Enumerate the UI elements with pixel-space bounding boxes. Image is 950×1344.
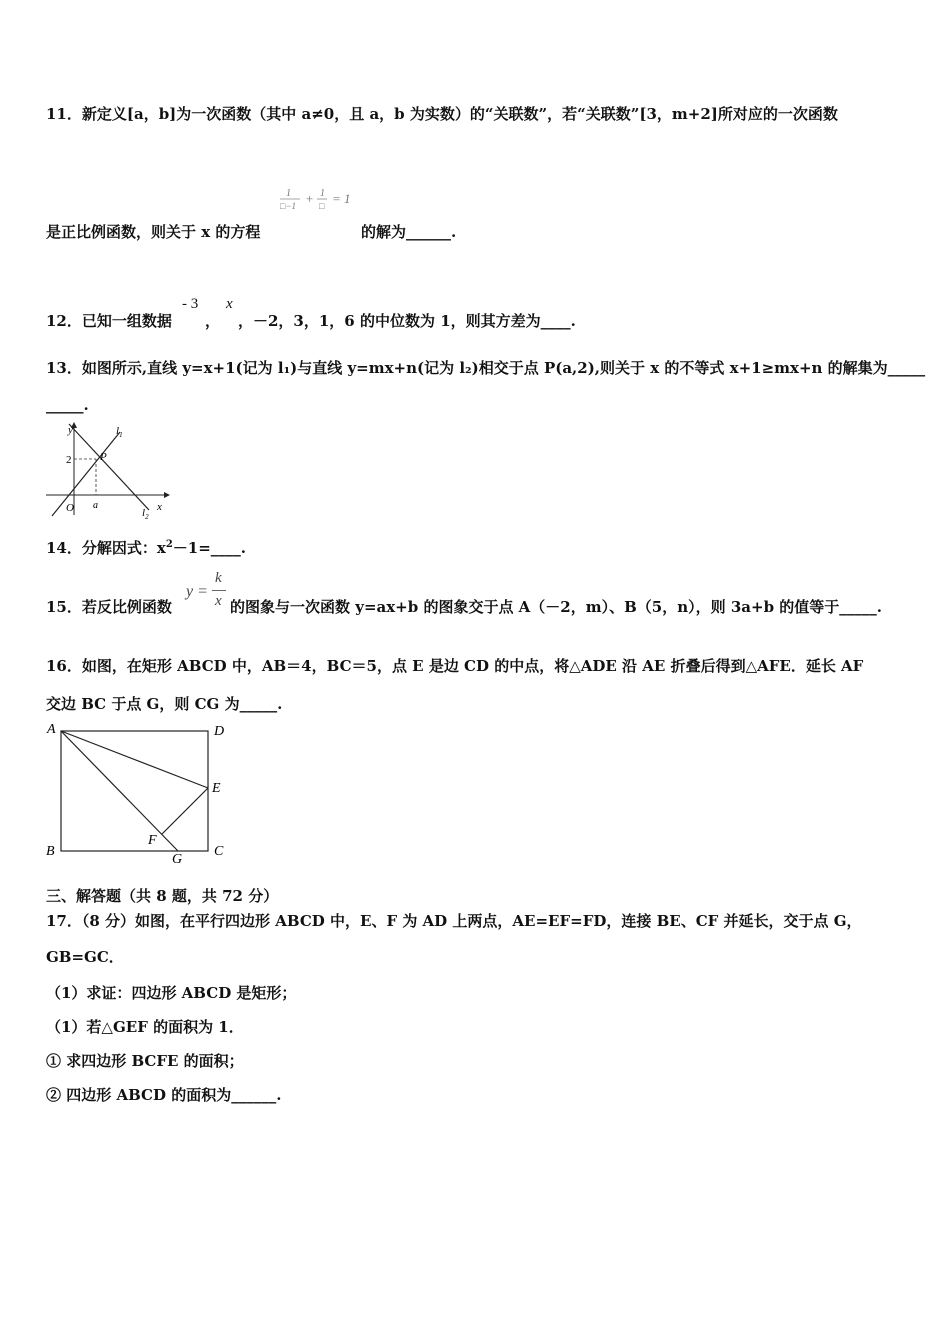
q16-label-c: C: [214, 844, 224, 859]
q15-formula-k: k: [215, 570, 222, 586]
q17-sub2: ② 四边形 ABCD 的面积为______.: [46, 1086, 282, 1104]
q11-line1: 11．新定义[a，b]为一次函数（其中 a≠0，且 a，b 为实数）的“关联数”，若“关联数”[3，m+2]所对应的一次函数: [46, 105, 838, 123]
q15-formula-x: x: [215, 593, 222, 609]
q16-label-a: A: [47, 722, 56, 737]
q13-x-label: x: [157, 501, 162, 513]
q13-y-label: y: [68, 424, 73, 436]
q12-rest: ，－2，3，1，6 的中位数为 1，则其方差为____.: [238, 312, 576, 330]
q13-l2-label: $l_2$: [142, 507, 149, 520]
q17-line2: GB=GC．: [46, 948, 124, 966]
q13-p-label: P: [100, 451, 107, 463]
q11-line2a: 是正比例函数，则关于 x 的方程: [46, 223, 261, 241]
q16-label-f: F: [148, 833, 157, 848]
svg-text:1: 1: [320, 188, 325, 199]
q14-text: [46, 537, 246, 558]
q16-label-e: E: [212, 781, 221, 796]
q13-origin-label: O: [66, 502, 74, 514]
svg-text:= 1: = 1: [332, 191, 351, 206]
q17-part1: （1）求证：四边形 ABCD 是矩形；: [46, 984, 297, 1002]
q12-value1: - 3: [182, 296, 199, 312]
q13-l1-label: $l_1$: [116, 425, 123, 439]
svg-text:+: +: [305, 191, 314, 206]
q13-two-label: 2: [66, 454, 72, 466]
q13-a-label: a: [93, 500, 98, 511]
q12-value2: x: [226, 296, 233, 312]
q13-line2: _____.: [46, 396, 89, 414]
q15-fraction-bar: [212, 590, 226, 591]
q16-figure: [44, 718, 244, 868]
svg-text:1: 1: [286, 188, 291, 199]
q16-label-b: B: [46, 844, 55, 859]
q17-line1: 17．（8 分）如图，在平行四边形 ABCD 中，E、F 为 AD 上两点，AE=EF=FD，连接 BE、CF 并延长，交于点 G，: [46, 912, 862, 930]
q12-comma: ，: [205, 312, 221, 330]
q16-line1: 16．如图，在矩形 ABCD 中，AB＝4，BC＝5，点 E 是边 CD 的中点，将△ADE 沿 AE 折叠后得到△AFE．延长 AF: [46, 657, 864, 675]
q17-sub1: ① 求四边形 BCFE 的面积；: [46, 1052, 244, 1070]
q14-sup: 2: [165, 539, 173, 550]
q16-label-g: G: [172, 852, 183, 867]
q13-figure: [44, 420, 174, 520]
q11-formula: [278, 186, 363, 212]
q11-formula-figure: [278, 186, 363, 212]
q15-prefix: 15．若反比例函数: [46, 598, 172, 616]
q12-prefix: 12．已知一组数据: [46, 312, 172, 330]
q17-part2: （1）若△GEF 的面积为 1．: [46, 1018, 244, 1036]
section-3-heading: 三、解答题（共 8 题，共 72 分）: [46, 887, 279, 905]
q13-line1: 13．如图所示,直线 y=x+1(记为 l₁)与直线 y=mx+n(记为 l₂)相交于点 P(a,2),则关于 x 的不等式 x+1≥mx+n 的解集为_____: [46, 359, 926, 377]
q15-rest: 的图象与一次函数 y=ax+b 的图象交于点 A（－2，m）、B（5，n），则 3a+b 的值等于_____.: [230, 598, 883, 616]
q16-label-d: D: [214, 724, 225, 739]
q11-line2b: 的解为______.: [361, 223, 457, 241]
q14-text-a: 14．分解因式：x: [46, 539, 166, 557]
q15-formula-y: y =: [186, 583, 208, 600]
svg-text:□−1: □−1: [280, 201, 297, 211]
q16-line2: 交边 BC 于点 G，则 CG 为_____.: [46, 695, 283, 713]
svg-text:□: □: [319, 201, 325, 211]
q14-text-b: －1=____.: [172, 539, 247, 557]
